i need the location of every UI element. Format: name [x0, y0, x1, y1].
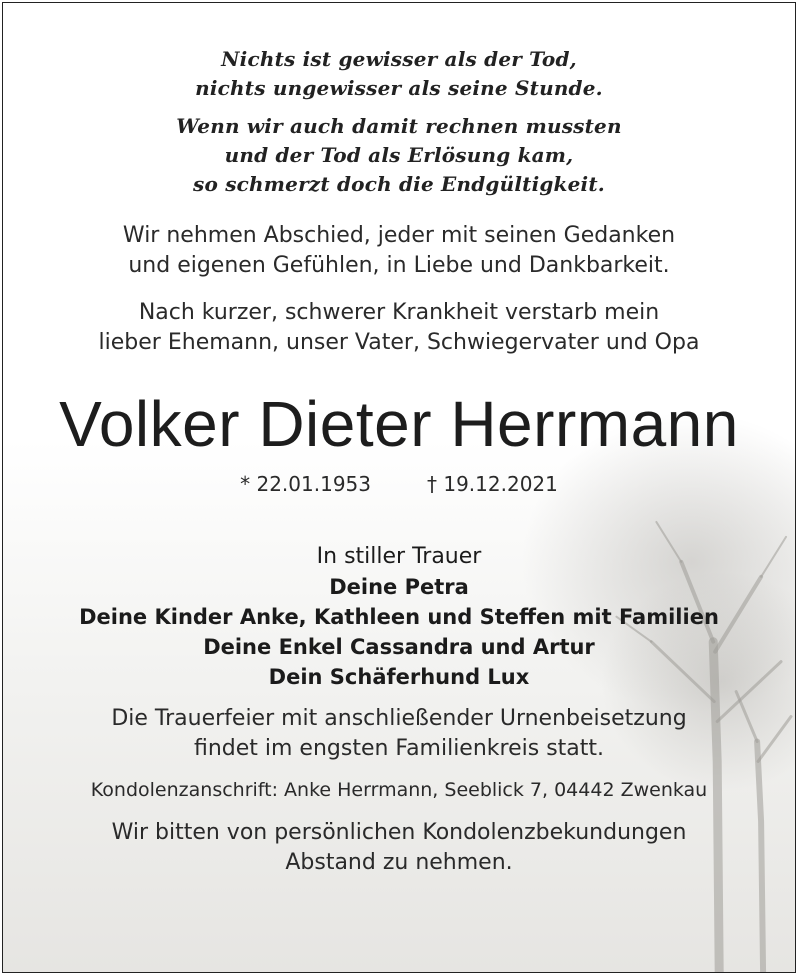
quote-line: nichts ungewisser als seine Stunde.	[195, 76, 603, 100]
text-line: und eigenen Gefühlen, in Liebe und Dankbarkeit.	[128, 253, 670, 278]
text-line: Wir nehmen Abschied, jeder mit seinen Gedanken	[122, 223, 676, 248]
obituary-notice	[2, 2, 796, 973]
text-line: Nach kurzer, schwerer Krankheit verstarb mein	[138, 300, 660, 325]
quote-block-1	[3, 45, 795, 103]
text-line: Abstand zu nehmen.	[285, 850, 513, 875]
notice-content	[3, 45, 795, 878]
text-line: Die Trauerfeier mit anschließender Urnenbeisetzung	[111, 706, 687, 731]
mourners-block	[3, 542, 795, 692]
deceased-name: Volker Dieter Herrmann	[59, 388, 739, 460]
ceremony-info	[3, 704, 795, 764]
quote-line: so schmerzt doch die Endgültigkeit.	[193, 172, 605, 196]
mourner-line: Deine Enkel Cassandra und Artur	[203, 635, 595, 659]
condolence-request	[3, 818, 795, 878]
birth-date: * 22.01.1953	[240, 472, 371, 496]
farewell-text	[3, 221, 795, 281]
quote-line: Nichts ist gewisser als der Tod,	[221, 47, 577, 71]
death-intro	[3, 298, 795, 358]
condolence-address: Kondolenzanschrift: Anke Herrmann, Seeblick 7, 04442 Zwenkau	[90, 779, 708, 801]
mourner-line: Deine Kinder Anke, Kathleen und Steffen mit Familien	[79, 605, 719, 629]
death-date: † 19.12.2021	[427, 472, 558, 496]
text-line: lieber Ehemann, unser Vater, Schwiegervater und Opa	[98, 330, 700, 355]
life-dates	[3, 470, 795, 498]
quote-block-2	[3, 112, 795, 199]
quote-line: Wenn wir auch damit rechnen mussten	[176, 114, 622, 138]
text-line: findet im engsten Familienkreis statt.	[193, 736, 605, 761]
mourners-intro: In stiller Trauer	[316, 544, 482, 569]
quote-line: und der Tod als Erlösung kam,	[224, 143, 574, 167]
mourner-line: Deine Petra	[329, 575, 469, 599]
mourner-line: Dein Schäferhund Lux	[268, 665, 530, 689]
text-line: Wir bitten von persönlichen Kondolenzbekundungen	[111, 820, 687, 845]
